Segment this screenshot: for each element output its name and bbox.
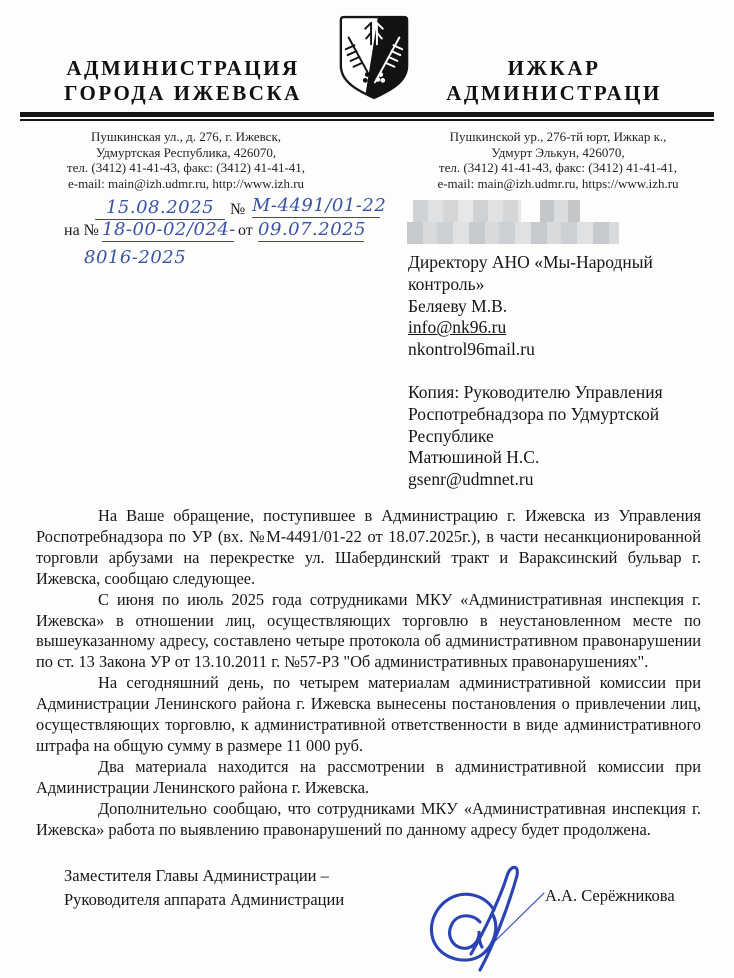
org-name-udm-line2: АДМИНИСТРАЦИ <box>446 81 662 105</box>
redacted-region-row2 <box>407 222 619 244</box>
address-line: Удмурт Элькун, 426070, <box>491 144 625 160</box>
address-line: e-mail: main@izh.udmr.ru, http://www.izh.ru <box>67 175 305 191</box>
sender-address-russian <box>42 129 330 191</box>
body-paragraph: Дополнительно сообщаю, что сотрудниками МКУ «Административная инспекция г. Ижевска» работа по выявлению правонарушений по данному адресу будет продолжена. <box>36 798 701 839</box>
signer-position-line1: Заместителя Главы Администрации – <box>64 866 329 885</box>
body-paragraph: Два материала находится на рассмотрении в административной комиссии при Администрации Ленинского района г. Ижевска. <box>36 756 701 797</box>
address-line: e-mail: main@izh.udmr.ru, https://www.izh.ru <box>437 175 679 191</box>
body-paragraph: С июня по июль 2025 года сотрудниками МКУ «Административная инспекция г. Ижевска» в отношении лиц, осуществляющих торговлю в неустановленном месте по вышеуказанному адресу, составлено четыре протокола об административном правонарушении по ст. 13 Закона УР от 13.10.2011 г. №57-РЗ "Об административных правонарушениях". <box>36 589 701 672</box>
recipient-line: Беляеву М.В. <box>408 295 508 316</box>
org-name-udm-line1: ИЖКАР <box>507 56 601 80</box>
sender-org-name-udmurt <box>402 56 706 106</box>
handwritten-signature <box>408 856 548 974</box>
handwritten-incoming-number-cont: 8016-2025 <box>84 247 187 268</box>
copy-recipient-email: gsenr@udmnet.ru <box>408 469 534 490</box>
izhevsk-coat-of-arms-icon <box>336 11 412 103</box>
address-line: Удмуртская Республика, 426070, <box>95 144 277 160</box>
address-line: Пушкинская ул., д. 276, г. Ижевск, <box>90 129 282 144</box>
signer-position <box>64 864 394 912</box>
signer-name: А.А. Серёжникова <box>545 886 675 905</box>
body-paragraph: На Ваше обращение, поступившее в Администрацию г. Ижевска из Управления Роспотребнадзора по УР (вх. №М-4491/01-22 от 18.07.2025г.), в части несанкционированной торговли арбузами на перекрестке ул. Шабердинский тракт и Вараксинский бульвар г. Ижевска, сообщаю следующее. <box>36 506 701 588</box>
sender-address-udmurt <box>412 129 704 191</box>
recipient-email-alt: nkontrol96mail.ru <box>408 339 535 360</box>
org-name-line1: АДМИНИСТРАЦИЯ <box>66 56 300 80</box>
copy-recipient-line: Республике <box>408 425 494 446</box>
recipient-block-gap <box>408 361 708 382</box>
incoming-ref-label: на № <box>64 222 99 239</box>
recipient-line: контроль» <box>408 273 485 294</box>
address-line: тел. (3412) 41-41-43, факс: (3412) 41-41-41, <box>66 160 306 175</box>
letterhead-divider <box>20 112 714 121</box>
copy-recipient-line: Копия: Руководителю Управления <box>408 381 663 402</box>
redacted-region-row1b <box>540 200 580 222</box>
body-paragraph: На сегодняшний день, по четырем материалам административной комиссии при Администрации Ленинского района г. Ижевска вынесены постановления о привлечении лиц, осуществляющих торговлю, к административной ответственности в виде административного штрафа на общую сумму в размере 11 000 руб. <box>36 673 701 755</box>
from-label: от <box>238 222 253 239</box>
copy-recipient-line: Роспотребнадзора по Удмуртской <box>408 403 660 424</box>
recipient-email: info@nk96.ru <box>408 317 507 338</box>
redacted-region-row1 <box>413 200 521 222</box>
handwritten-incoming-number: 18-00-02/024- <box>102 219 236 240</box>
handwritten-outgoing-number: М-4491/01-22 <box>252 195 387 216</box>
divider-thin-line <box>20 119 714 121</box>
address-line: тел. (3412) 41-41-43, факс: (3412) 41-41-41, <box>438 160 678 175</box>
divider-thick-line <box>20 112 714 117</box>
signer-position-line2: Руководителя аппарата Администрации <box>64 890 345 909</box>
handwritten-outgoing-date: 15.08.2025 <box>95 197 225 220</box>
number-sign-label: № <box>230 201 246 218</box>
recipient-block <box>408 252 708 491</box>
sender-org-name-russian <box>32 56 334 106</box>
org-name-line2: ГОРОДА ИЖЕВСКА <box>64 81 302 105</box>
letter-body <box>36 506 701 841</box>
recipient-line: Директору АНО «Мы-Народный <box>408 252 653 272</box>
address-line: Пушкинской ур., 276-тй юрт, Ижкар к., <box>449 129 667 144</box>
handwritten-incoming-date: 09.07.2025 <box>258 219 367 240</box>
copy-recipient-line: Матюшиной Н.С. <box>408 447 540 468</box>
